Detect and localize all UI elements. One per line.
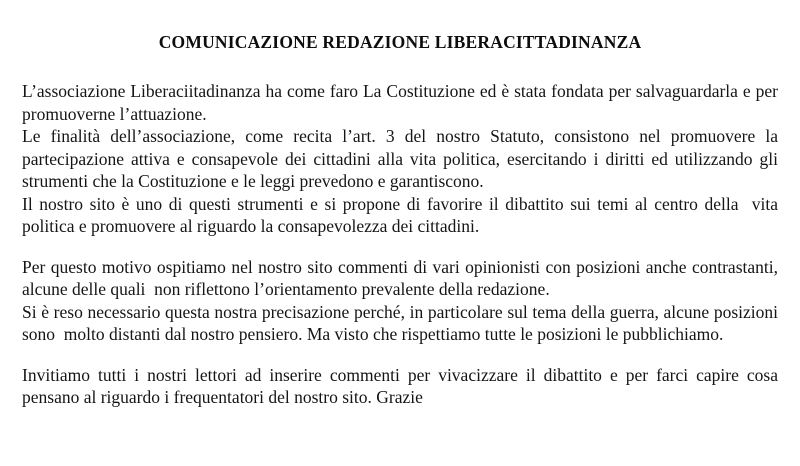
paragraph-group-editorial-position xyxy=(22,256,778,346)
paragraph-opinions-hosted: Per questo motivo ospitiamo nel nostro sito commenti di vari opinionisti con posizioni anche contrastanti, alcune delle quali non riflettono l’orientamento prevalente della redazione. xyxy=(22,256,778,299)
paragraph-group-intro xyxy=(22,80,778,238)
paragraph-reader-invitation: Invitiamo tutti i nostri lettori ad inserire commenti per vivacizzare il dibattito e per farci capire cosa pensano al riguardo i frequentatori del nostro sito. Grazie xyxy=(22,364,778,407)
document-title: COMUNICAZIONE REDAZIONE LIBERACITTADINANZA xyxy=(158,32,642,52)
paragraph-site-purpose: Il nostro sito è uno di questi strumenti e si propone di favorire il dibattito sui temi al centro della vita politica e promuovere al riguardo la consapevolezza dei cittadini. xyxy=(22,193,778,236)
paragraph-association-foundation: L’associazione Liberaciitadinanza ha come faro La Costituzione ed è stata fondata per salvaguardarla e per promuoverne l’attuazione. xyxy=(22,81,778,124)
paragraph-clarification-war: Si è reso necessario questa nostra precisazione perché, in particolare sul tema della guerra, alcune posizioni sono molto distanti dal nostro pensiero. Ma visto che rispettiamo tutte le posizioni le pubblichiamo. xyxy=(22,301,778,344)
paragraph-group-invitation xyxy=(22,364,778,409)
paragraph-statute-goals: Le finalità dell’associazione, come recita l’art. 3 del nostro Statuto, consistono nel promuovere la partecipazione attiva e consapevole dei cittadini alla vita politica, esercitando i diritti ed utilizzando gli strumenti che la Costituzione e le leggi prevedono e garantiscono. xyxy=(22,126,778,191)
